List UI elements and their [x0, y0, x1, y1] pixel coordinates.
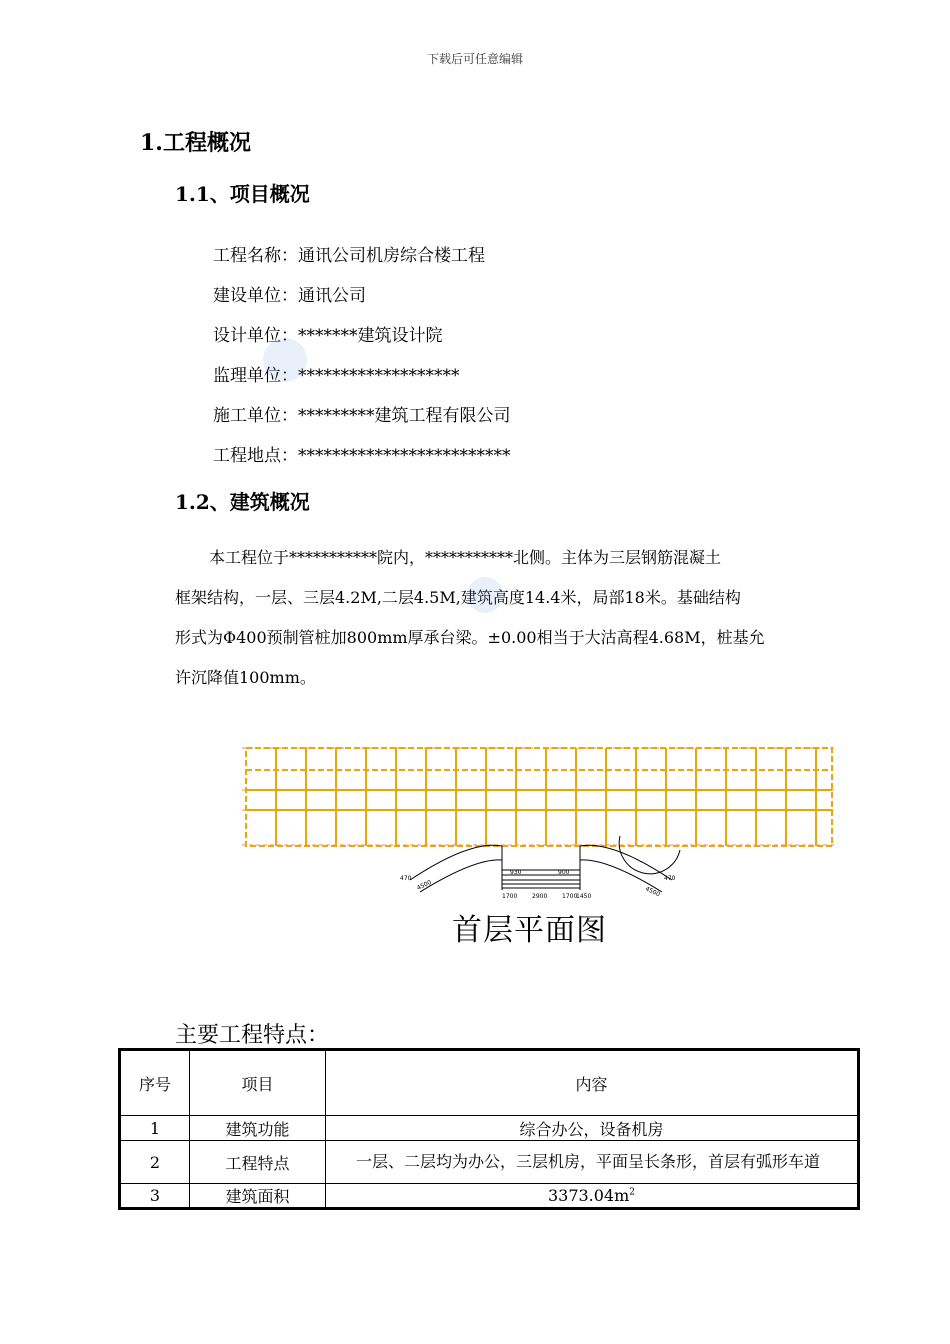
table-row: [120, 1116, 859, 1141]
table-cell-content: 一层、二层均为办公，三层机房，平面呈长条形，首层有弧形车道: [326, 1141, 859, 1184]
subsection-title-project: 1.1、项目概况: [175, 182, 310, 206]
table-cell-no: 2: [120, 1141, 190, 1184]
info-owner: 建设单位：通讯公司: [213, 286, 366, 306]
info-location: 工程地点：*************************: [213, 446, 511, 466]
paragraph-line: 本工程位于***********院内，***********北侧。主体为三层钢筋混凝土: [209, 548, 722, 567]
table-header-cell: 内容: [326, 1050, 859, 1116]
floor-plan-caption: 首层平面图: [452, 913, 607, 948]
paragraph-line: 许沉降值100mm。: [175, 668, 316, 687]
plan-walls: [246, 748, 832, 846]
info-project-name: 工程名称：通讯公司机房综合楼工程: [213, 246, 485, 266]
plan-dim-label: 4500: [415, 879, 433, 892]
table-cell-item: 建筑功能: [190, 1116, 326, 1141]
table-row: [120, 1184, 859, 1209]
floor-plan-drawing: [240, 740, 840, 910]
info-supervisor: 监理单位：*******************: [213, 366, 460, 386]
section-title: 1.工程概况: [140, 130, 251, 156]
subsection-title-building: 1.2、建筑概况: [175, 490, 310, 514]
features-title: 主要工程特点：: [175, 1023, 330, 1048]
paragraph-line: 框架结构，一层、三层4.2M,二层4.5M,建筑高度14.4米，局部18米。基础结构: [175, 588, 741, 607]
plan-dim-label: 930: [510, 869, 522, 876]
plan-dim-label: 900: [558, 869, 570, 876]
watermark-icon: [460, 570, 510, 620]
table-cell-content: $3373.04m^2$: [326, 1184, 859, 1209]
paragraph-line: 形式为Φ400预制管桩加800mm厚承台梁。±0.00相当于大沽高程4.68M，桩基允: [175, 628, 765, 647]
info-contractor: 施工单位：*********建筑工程有限公司: [213, 406, 511, 426]
table-header-cell: 项目: [190, 1050, 326, 1116]
plan-axis-grid: [242, 748, 835, 845]
table-row: [120, 1141, 859, 1184]
plan-dim-label: 4500: [644, 885, 661, 899]
features-table: [118, 1048, 860, 1210]
plan-dim-label: 1450: [576, 893, 592, 900]
table-header-row: [120, 1050, 859, 1116]
plan-dim-label: 470: [664, 875, 676, 882]
table-header-cell: 序号: [120, 1050, 190, 1116]
plan-dim-label: 1700: [502, 893, 518, 900]
table-cell-no: 3: [120, 1184, 190, 1209]
plan-dim-label: 1700: [562, 893, 578, 900]
info-designer: 设计单位：*******建筑设计院: [213, 326, 443, 346]
table-cell-no: 1: [120, 1116, 190, 1141]
table-cell-content: 综合办公，设备机房: [326, 1116, 859, 1141]
table-cell-item: 工程特点: [190, 1141, 326, 1184]
page-header-note: 下载后可任意编辑: [426, 52, 523, 66]
table-cell-item: 建筑面积: [190, 1184, 326, 1209]
watermark-icon: [255, 330, 315, 390]
plan-dim-label: 2900: [532, 893, 548, 900]
plan-dim-label: 470: [400, 875, 412, 882]
